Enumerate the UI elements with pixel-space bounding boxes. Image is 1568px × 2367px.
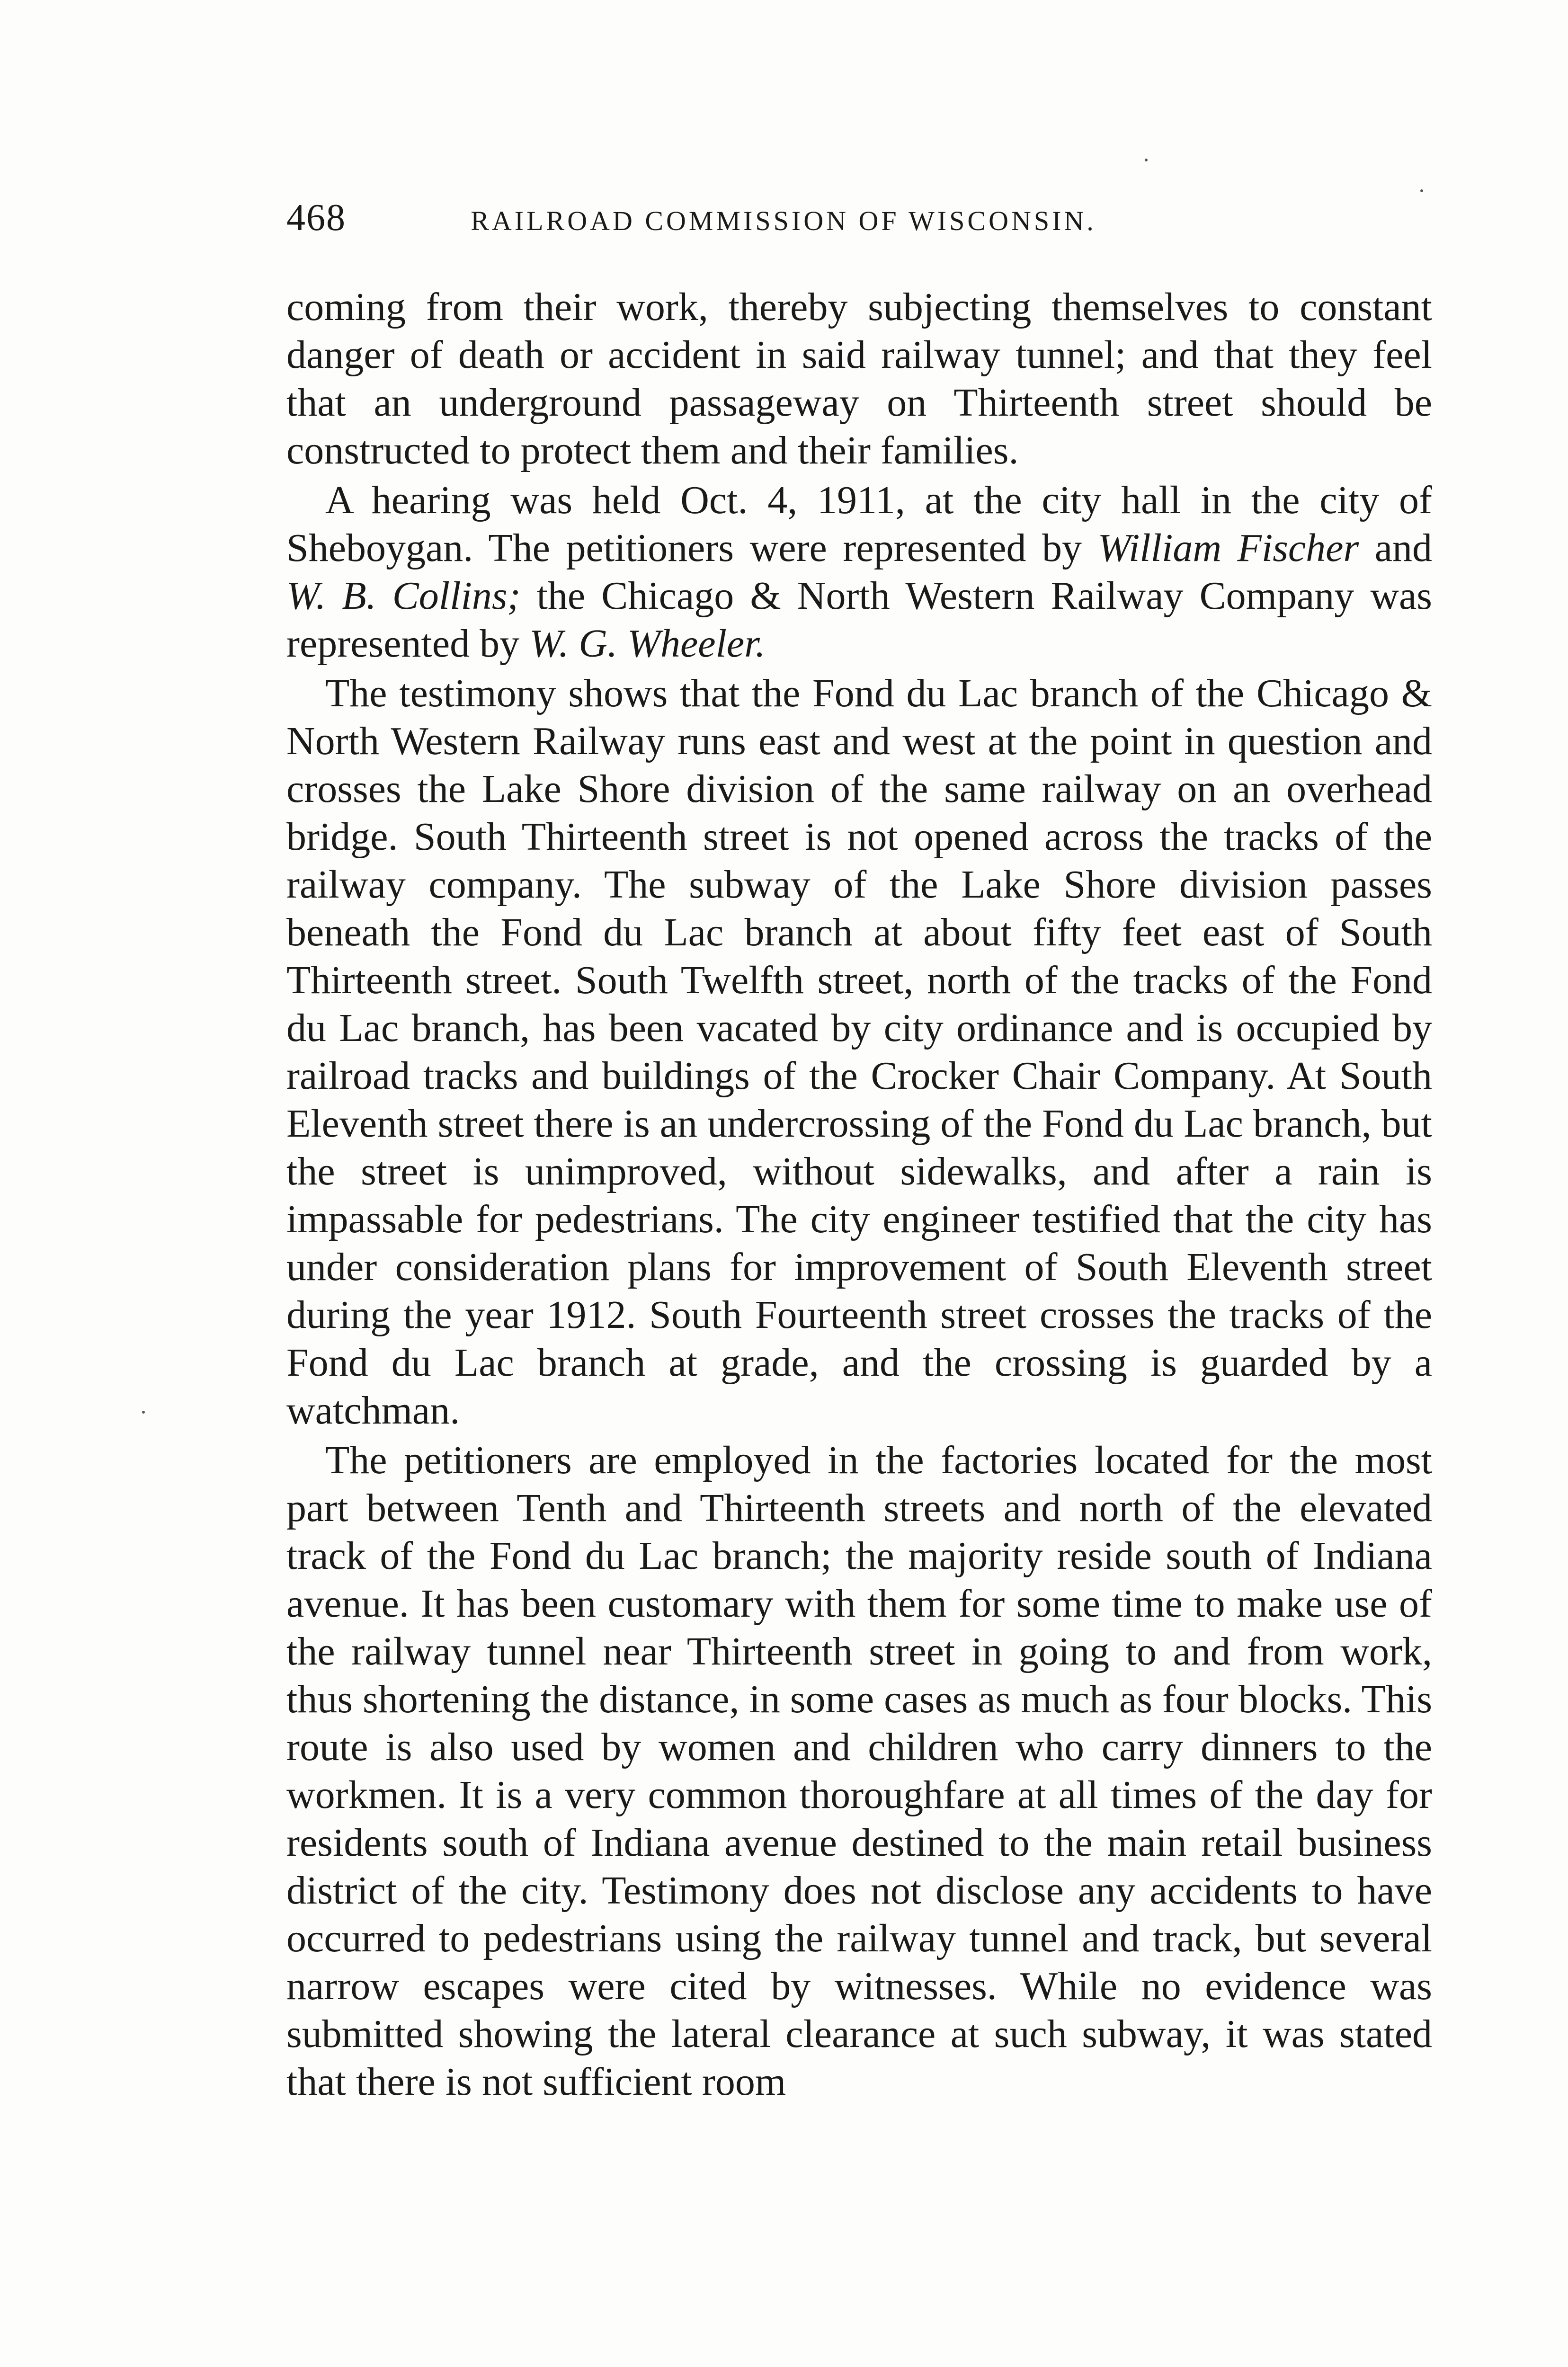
paragraph <box>286 476 1432 667</box>
italic-name: W. G. Wheeler. <box>529 622 766 666</box>
italic-name: W. B. Collins; <box>286 574 521 618</box>
body-text <box>286 283 1432 2106</box>
text-run: The testimony shows that the Fond du Lac branch of the Chicago & North Western Railway runs east and west at the point in question and crosses the Lake Shore division of the same railway on an overhead bridge. South Thirteenth street is not opened across the tracks of the railway company. The subway of the Lake Shore division passes beneath the Fond du Lac branch at about fifty feet east of South Thirteenth street. South Twelfth street, north of the tracks of the Fond du Lac branch, has been vacated by city ordinance and is occupied by railroad tracks and buildings of the Crocker Chair Company. At South Eleventh street there is an undercrossing of the Fond du Lac branch, but the street is unimproved, without sidewalks, and after a rain is impassable for pedestrians. The city engineer testified that the city has under consideration plans for improvement of South Eleventh street during the year 1912. South Fourteenth street crosses the tracks of the Fond du Lac branch at grade, and the crossing is guarded by a watchman. <box>286 671 1432 1433</box>
print-speck <box>1145 159 1148 161</box>
text-run: A hearing was held Oct. 4, 1911, at the city hall in the city of Sheboygan. The petitioners were represented by <box>286 478 1432 570</box>
paragraph <box>286 283 1432 474</box>
italic-name: William Fischer <box>1097 526 1359 570</box>
text-run: and <box>1359 526 1432 570</box>
running-head: RAILROAD COMMISSION OF WISCONSIN. <box>471 205 1096 236</box>
page-header <box>286 196 1243 249</box>
page-number: 468 <box>286 197 346 239</box>
paragraph <box>286 1436 1432 2106</box>
print-speck <box>142 1411 145 1414</box>
paragraph <box>286 669 1432 1434</box>
text-run: coming from their work, thereby subjecting themselves to constant danger of death or accident in said railway tunnel; and that they feel that an underground passageway on Thirteenth street should be constructed to protect them and their families. <box>286 285 1432 472</box>
text-run: the Chicago & North Western Railway Company was represented by <box>286 574 1432 666</box>
print-speck <box>1420 189 1423 192</box>
text-run: The petitioners are employed in the factories located for the most part between Tenth and Thirteenth streets and north of the elevated track of the Fond du Lac branch; the majority reside south of Indiana avenue. It has been customary with them for some time to make use of the railway tunnel near Thirteenth street in going to and from work, thus shortening the distance, in some cases as much as four blocks. This route is also used by women and children who carry dinners to the workmen. It is a very common thoroughfare at all times of the day for residents south of Indiana avenue destined to the main retail business district of the city. Testimony does not disclose any accidents to have occurred to pedestrians using the railway tunnel and track, but several narrow escapes were cited by witnesses. While no evidence was submitted showing the lateral clearance at such subway, it was stated that there is not sufficient room <box>286 1438 1433 2104</box>
